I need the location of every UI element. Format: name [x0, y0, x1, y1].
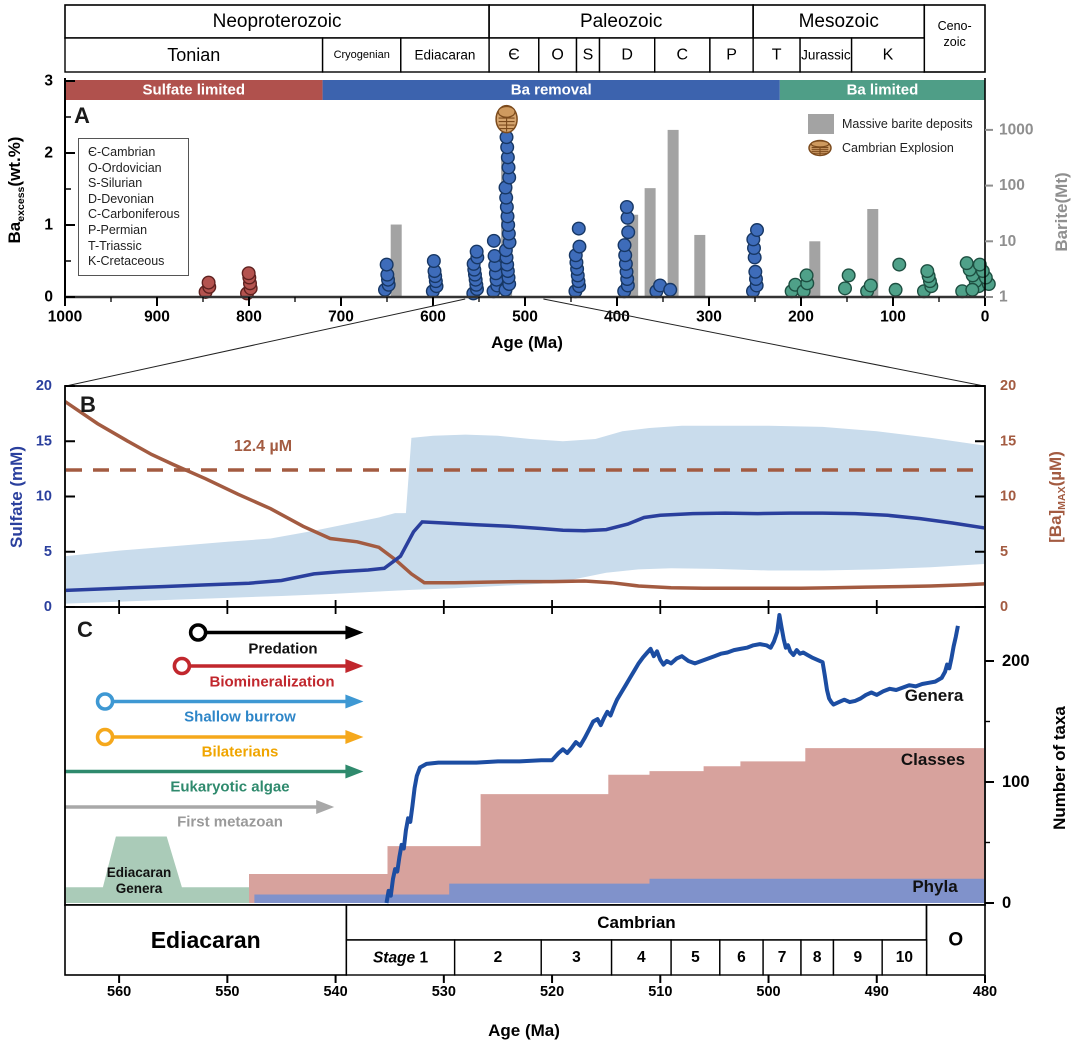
period-abbreviation: P-Permian	[88, 222, 148, 237]
regime-label: Ba removal	[510, 81, 592, 99]
period-label: K	[882, 46, 894, 64]
right-tick-label: 1	[999, 288, 1008, 306]
panel-c-right-axis-title: Number of taxa	[1050, 706, 1069, 830]
era-label: Mesozoic	[798, 11, 879, 32]
classes-annotation: Classes	[900, 750, 966, 769]
ba-excess-dot	[488, 235, 501, 248]
b-left-tick-label: 0	[43, 599, 52, 615]
b-right-tick-label: 15	[1000, 433, 1017, 450]
stage-label	[373, 949, 429, 966]
c-right-tick-label: 200	[1002, 652, 1030, 670]
x-tick-label: 1000	[47, 308, 83, 326]
ba-excess-dot	[621, 201, 634, 214]
ba-excess-dot	[488, 250, 501, 263]
c-right-tick-label: 0	[1002, 894, 1012, 912]
arrow-head-icon	[345, 730, 363, 744]
ba-excess-dot	[921, 265, 934, 278]
b-left-tick-label: 20	[35, 378, 52, 394]
regime-label: Sulfate limited	[142, 81, 246, 99]
ba-excess-dot	[864, 279, 877, 292]
panel-a-label: A	[74, 103, 90, 128]
bottom-x-tick-label: 510	[648, 984, 673, 1000]
bottom-x-tick-label: 550	[215, 984, 240, 1000]
arrow-label: Bilaterians	[201, 743, 279, 761]
event-arrow	[191, 625, 364, 658]
x-tick-label: 800	[236, 308, 262, 326]
y-tick-label: 0	[44, 288, 53, 306]
stage-label: 8	[812, 949, 822, 966]
ba-excess-dot	[966, 284, 979, 297]
stage-label: 7	[777, 949, 787, 966]
event-arrow	[65, 765, 363, 796]
barite-bar	[645, 188, 656, 297]
x-tick-label: 700	[328, 308, 354, 326]
bottom-x-tick-label: 560	[107, 984, 132, 1000]
panel-b	[36, 378, 1016, 615]
bottom-x-tick-label: 520	[539, 984, 565, 1000]
phyla-annotation: Phyla	[912, 877, 958, 896]
ba-excess-dot	[893, 258, 906, 271]
stage-label: 3	[572, 949, 581, 966]
ba-excess-dot	[751, 224, 764, 237]
arrow-head-icon	[316, 800, 334, 814]
period-label: Є	[508, 46, 520, 64]
stage-word: Stage	[372, 949, 416, 966]
x-tick-label: 200	[788, 308, 814, 326]
period-abbreviation: K-Cretaceous	[88, 254, 165, 269]
stage-label: 5	[691, 949, 700, 966]
bottom-period-label: Ediacaran	[150, 927, 261, 953]
event-arrow	[174, 659, 363, 691]
era-label-line: zoic	[943, 35, 966, 49]
legend-barite-label: Massive barite deposits	[842, 117, 973, 131]
arrow-head-icon	[345, 626, 363, 640]
x-tick-label: 500	[512, 308, 538, 326]
period-abbreviation: S-Silurian	[88, 176, 143, 191]
arrow-label: Eukaryotic algae	[170, 778, 290, 796]
period-label: Ediacaran	[414, 47, 476, 63]
ba-excess-dot	[842, 269, 855, 282]
x-tick-label: 300	[696, 308, 722, 326]
ba-excess-dot	[800, 269, 813, 282]
ba-excess-dot	[664, 284, 677, 297]
ba-excess-dot	[889, 284, 902, 297]
period-label: O	[551, 46, 564, 64]
arrow-origin-circle	[174, 659, 189, 674]
event-arrow	[98, 730, 364, 761]
period-abbreviation: Є-Cambrian	[88, 145, 156, 159]
panel-c-label: C	[77, 617, 93, 642]
trilobite-head	[811, 141, 829, 147]
ba-excess-dot	[573, 240, 586, 253]
y-tick-label: 2	[44, 144, 53, 162]
ba-excess-dot	[618, 239, 631, 252]
ba-excess-dot	[572, 222, 585, 235]
period-label: C	[676, 46, 689, 64]
x-tick-label: 100	[880, 308, 906, 326]
bottom-x-tick-label: 500	[756, 984, 781, 1000]
ba-excess-dot	[470, 245, 483, 258]
x-tick-label: 600	[420, 308, 446, 326]
ba-excess-dot	[242, 267, 255, 280]
b-left-tick-label: 10	[35, 488, 52, 505]
top-timescale	[65, 5, 985, 72]
arrow-label: Biomineralization	[209, 673, 335, 691]
y-tick-label: 3	[44, 72, 53, 90]
ba-excess-dot	[380, 258, 393, 271]
arrow-origin-circle	[98, 694, 113, 709]
c-right-tick-label: 100	[1002, 773, 1030, 791]
zoom-connector-right	[543, 299, 984, 386]
period-label: S	[582, 46, 594, 64]
period-label: T	[771, 46, 782, 64]
bottom-x-tick-label: 530	[431, 984, 456, 1000]
arrow-origin-circle	[98, 730, 113, 745]
x-tick-label: 0	[980, 308, 990, 326]
x-tick-label: 900	[144, 308, 170, 326]
bottom-x-tick-label: 490	[864, 984, 889, 1000]
panel-b-label: B	[80, 392, 96, 417]
trilobite-head	[498, 106, 515, 117]
regime-label: Ba limited	[846, 81, 919, 99]
regime-band	[65, 80, 985, 100]
period-abbreviation: T-Triassic	[88, 238, 142, 253]
ba-excess-dot	[622, 226, 635, 239]
b-left-tick-label: 5	[43, 543, 52, 560]
bottom-x-tick-label: 540	[323, 984, 348, 1000]
era-label: Paleozoic	[579, 11, 663, 32]
x-tick-label: 400	[604, 308, 630, 326]
arrow-label: First metazoan	[177, 813, 283, 831]
trilobite-icon	[496, 106, 517, 133]
ba-excess-dot	[202, 276, 215, 289]
right-tick-label: 10	[999, 232, 1017, 250]
ba-excess-dot	[839, 282, 852, 295]
era-label-line: Ceno-	[937, 19, 972, 33]
ba-threshold-label: 12.4 µM	[233, 438, 293, 455]
period-abbreviation: O-Ordovician	[88, 160, 162, 175]
ediacaran-genera-annotation: Ediacaran Genera	[106, 865, 172, 896]
trilobite-icon	[809, 141, 831, 156]
legend-barite-swatch	[808, 114, 834, 134]
ba-excess-dot	[960, 257, 973, 270]
right-tick-label: 1000	[999, 121, 1034, 139]
period-label: D	[621, 46, 633, 64]
stage-label: 4	[637, 949, 646, 966]
bottom-period-label: O	[948, 929, 964, 951]
stage-label: 6	[737, 949, 746, 966]
arrow-head-icon	[345, 695, 363, 709]
period-label: Cryogenian	[333, 49, 390, 61]
period-label: P	[726, 46, 737, 64]
ba-excess-dot	[749, 266, 762, 279]
panel-c	[65, 607, 1030, 912]
bottom-x-tick-label: 480	[972, 984, 998, 1000]
stage-label: 9	[853, 949, 863, 966]
arrow-origin-circle	[191, 625, 206, 640]
period-abbreviation: C-Carboniferous	[88, 207, 180, 222]
panel-a-x-axis-title: Age (Ma)	[491, 333, 563, 352]
b-right-tick-label: 20	[1000, 378, 1017, 394]
bottom-period-label: Cambrian	[597, 913, 676, 932]
event-arrow	[98, 694, 364, 726]
arrow-head-icon	[345, 659, 363, 673]
y-tick-label: 1	[44, 216, 53, 234]
barite-bar	[668, 130, 679, 297]
arrow-label: Predation	[248, 640, 318, 658]
b-right-tick-label: 0	[1000, 599, 1009, 615]
panel-a-right-axis-title: Barite(Mt)	[1052, 172, 1071, 252]
period-label: Jurassic	[801, 47, 851, 63]
period-label: Tonian	[167, 45, 221, 65]
panel-b-right-axis-title: $[Ba]_{MAX}(\mu M)$	[1045, 451, 1069, 543]
bottom-timescale	[65, 905, 997, 1000]
panel-c-x-axis-title: Age (Ma)	[488, 1021, 560, 1040]
barite-bar	[694, 235, 705, 297]
period-abbreviation: D-Devonian	[88, 191, 155, 206]
b-right-tick-label: 10	[1000, 488, 1017, 505]
b-left-tick-label: 15	[35, 433, 52, 450]
zoom-connector-left	[66, 299, 465, 386]
stage-label: 2	[493, 949, 503, 966]
era-label: Neoproterozoic	[212, 11, 342, 32]
ba-excess-dot	[428, 255, 441, 268]
event-arrow	[65, 800, 334, 831]
right-tick-label: 100	[999, 177, 1025, 195]
arrow-label: Shallow burrow	[184, 708, 296, 726]
b-right-tick-label: 5	[1000, 543, 1009, 560]
genera-annotation: Genera	[904, 686, 964, 705]
panel-a-y-axis-title: $Ba_{excess}(wt.\%)$	[4, 136, 28, 244]
stage-label: 10	[895, 949, 913, 966]
stage-number: 1	[415, 949, 429, 966]
arrow-head-icon	[345, 765, 363, 779]
legend-explosion-label: Cambrian Explosion	[842, 141, 954, 155]
panel-b-left-axis-title: Sulfate (mM)	[7, 446, 26, 548]
period-abbreviation-legend	[78, 138, 189, 276]
